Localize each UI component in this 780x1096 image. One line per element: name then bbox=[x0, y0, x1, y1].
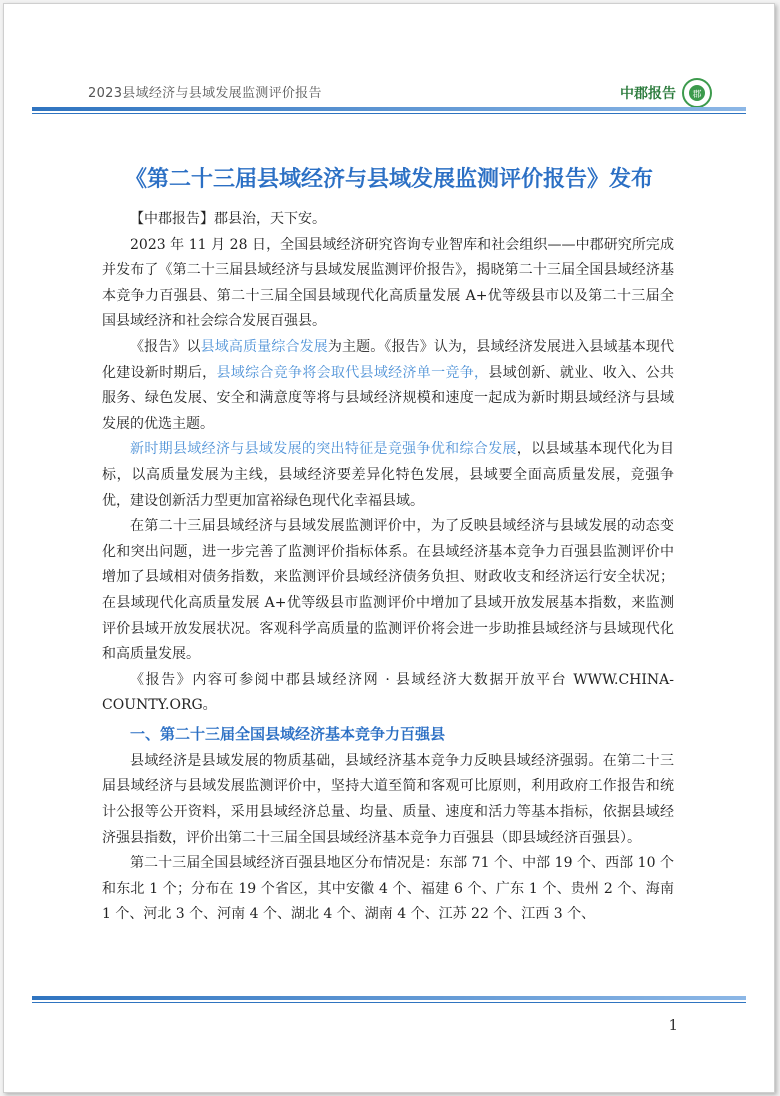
feature-highlight: 新时期县域经济与县域发展的突出特征是竞强争优和综合发展 bbox=[130, 441, 517, 458]
footer-rule-thin bbox=[32, 1002, 746, 1003]
theme-highlight-1: 县域高质量综合发展 bbox=[200, 338, 328, 355]
paragraph-indicators: 在第二十三届县域经济与县域发展监测评价中，为了反映县域经济与县域发展的动态变化和突出问题，进一步完善了监测评价指标体系。在县域经济基本竞争力百强县监测评价中增加了县域相对债务指数，来监测评价县域经济债务负担、财政收支和经济运行安全状况；在县域现代化高质量发展 A+优等级县市监测评价中增加了县域开放发展基本指数，来监测评价县域开放发展状况。客观科学高质量的监测评价将会进一步助推县域经济与县域现代化和高质量发展。 bbox=[102, 518, 674, 663]
theme-text-b: 为主题。《报告》认为，县域经济发展进入县域基本现代化建设新时期后， bbox=[102, 338, 675, 381]
feature-text: ，以县域基本现代化为目标，以高质量发展为主线，县域经济要差异化特色发展，县域要全面高质量发展，竞强争优，建设创新活力型更加富裕绿色现代化幸福县域。 bbox=[102, 441, 675, 509]
footer-rule bbox=[32, 996, 746, 1000]
paragraph-release: 2023 年 11 月 28 日，全国县域经济研究咨询专业智库和社会组织——中郡研究所完成并发布了《第二十三届县域经济与县域发展监测评价报告》，揭晓第二十三届全国县域经济基本竞争力百强县、第二十三届全国县域现代化高质量发展 A+优等级县市以及第二十三届全国县域经济和社会综合发展百强县。 bbox=[102, 236, 674, 330]
header-doc-title: 2023县域经济与县域发展监测评价报告 bbox=[88, 86, 322, 101]
article-body bbox=[102, 207, 674, 928]
page-title: 《第二十三届县域经济与县域发展监测评价报告》发布 bbox=[124, 167, 653, 192]
paragraph-website: 《报告》内容可参阅中郡县域经济网 · 县域经济大数据开放平台 WWW.CHINA-COUNTY.ORG。 bbox=[102, 671, 674, 714]
header-rule-thin bbox=[32, 113, 746, 114]
paragraph-distribution: 第二十三届全国县域经济百强县地区分布情况是：东部 71 个、中部 19 个、西部 10 个和东北 1 个；分布在 19 个省区，其中安徽 4 个、福建 6 个、广东 1 个、贵州 2 个、海南 1 个、河北 3 个、河南 4 个、湖北 4 个、湖南 4 个、江苏 22 个、江西 3 个、 bbox=[102, 855, 674, 923]
logo-char: 郡 bbox=[689, 85, 705, 101]
paragraph-intro: 【中郡报告】郡县治，天下安。 bbox=[130, 211, 326, 227]
brand bbox=[620, 78, 712, 108]
paragraph-feature bbox=[102, 437, 674, 514]
seal-logo-icon bbox=[682, 78, 712, 108]
theme-text-c: 县域创新、就业、收入、公共服务、绿色发展、安全和满意度等将与县域经济规模和速度一起成为新时期县域经济与县域发展的优选主题。 bbox=[102, 364, 675, 432]
paragraph-basis: 县域经济是县域发展的物质基础，县域经济基本竞争力反映县域经济强弱。在第二十三届县域经济与县域发展监测评价中，坚持大道至简和客观可比原则，利用政府工作报告和统计公报等公开资料，采用县域经济总量、均量、质量、速度和活力等基本指标，依据县域经济强县指数，评价出第二十三届全国县域经济基本竞争力百强县（即县域经济百强县）。 bbox=[102, 752, 674, 846]
theme-highlight-2: 县域综合竞争将会取代县域经济单一竞争， bbox=[216, 364, 489, 381]
theme-text-a: 《报告》以 bbox=[130, 338, 201, 355]
paragraph-theme bbox=[102, 335, 674, 437]
document-page bbox=[3, 3, 775, 1093]
brand-name: 中郡报告 bbox=[620, 86, 676, 102]
page-number: 1 bbox=[668, 1016, 678, 1034]
header-rule bbox=[32, 107, 746, 111]
section-heading-1: 一、第二十三届全国县域经济基本竞争力百强县 bbox=[130, 724, 446, 743]
